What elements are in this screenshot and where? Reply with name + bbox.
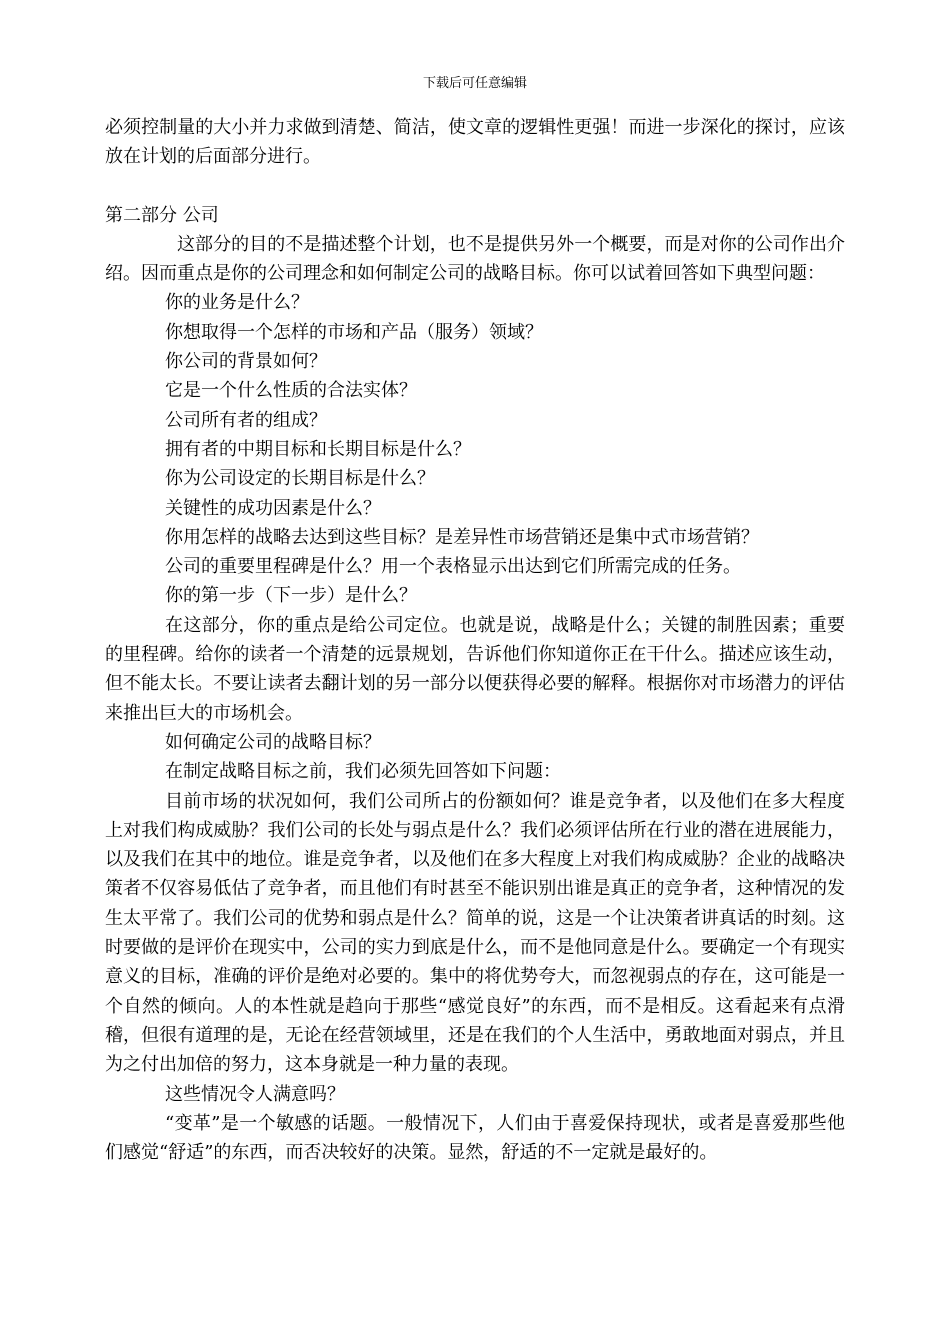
- question-item: 它是一个什么性质的合法实体？: [165, 380, 417, 402]
- document-body: [105, 113, 845, 1167]
- question-list: [105, 288, 845, 610]
- focus-paragraph: 在这部分，你的重点是给公司定位。也就是说，战略是什么；关键的制胜因素；重要的里程碑。给你的读者一个清楚的远景规划，告诉他们你知道你正在干什么。描述应该生动，但不能太长。不要让读者去翻计划的另一部分以便获得必要的解释。根据你对市场潜力的评估来推出巨大的市场机会。: [105, 614, 845, 724]
- section-title: 第二部分 公司: [105, 204, 219, 226]
- question-item: 你用怎样的战略去达到这些目标？是差异性市场营销还是集中式市场营销？: [165, 526, 759, 548]
- howto-heading: 如何确定公司的战略目标？: [165, 731, 381, 753]
- page-header: 下载后可任意编辑: [422, 76, 527, 91]
- question-item: 你为公司设定的长期目标是什么？: [165, 468, 435, 490]
- section-intro-paragraph: 这部分的目的不是描述整个计划，也不是提供另外一个概要，而是对你的公司作出介绍。因而重点是你的公司理念和如何制定公司的战略目标。你可以试着回答如下典型问题：: [105, 233, 845, 285]
- change-paragraph: “变革”是一个敏感的话题。一般情况下，人们由于喜爱保持现状，或者是喜爱那些他们感觉“舒适”的东西，而否决较好的决策。显然，舒适的不一定就是最好的。: [105, 1112, 845, 1164]
- question-item: 公司所有者的组成？: [165, 409, 327, 431]
- question-item: 你的业务是什么？: [165, 292, 309, 314]
- question-item: 你的第一步（下一步）是什么？: [165, 585, 417, 607]
- question-item: 你想取得一个怎样的市场和产品（服务）领域？: [165, 321, 543, 343]
- question-item: 关键性的成功因素是什么？: [165, 497, 381, 519]
- question-item: 拥有者的中期目标和长期目标是什么？: [165, 438, 471, 460]
- question-item: 公司的重要里程碑是什么？用一个表格显示出达到它们所需完成的任务。: [165, 556, 741, 578]
- question-item: 你公司的背景如何？: [165, 351, 327, 373]
- market-paragraph: 目前市场的状况如何，我们公司所占的份额如何？谁是竞争者，以及他们在多大程度上对我们构成威胁？我们公司的长处与弱点是什么？我们必须评估所在行业的潜在进展能力，以及我们在其中的地位。谁是竞争者，以及他们在多大程度上对我们构成威胁？企业的战略决策者不仅容易低估了竞争者，而且他们有时甚至不能识别出谁是真正的竞争者，这种情况的发生太平常了。我们公司的优势和弱点是什么？简单的说，这是一个让决策者讲真话的时刻。这时要做的是评价在现实中，公司的实力到底是什么，而不是他同意是什么。要确定一个有现实意义的目标，准确的评价是绝对必要的。集中的将优势夸大，而忽视弱点的存在，这可能是一个自然的倾向。人的本性就是趋向于那些“感觉良好”的东西，而不是相反。这看起来有点滑稽，但很有道理的是，无论在经营领域里，还是在我们的个人生活中，勇敢地面对弱点，并且为之付出加倍的努力，这本身就是一种力量的表现。: [105, 790, 845, 1076]
- intro-paragraph: 必须控制量的大小并力求做到清楚、简洁，使文章的逻辑性更强！而进一步深化的探讨，应该放在计划的后面部分进行。: [105, 117, 845, 168]
- satisfied-heading: 这些情况令人满意吗？: [165, 1083, 345, 1105]
- howto-intro: 在制定战略目标之前，我们必须先回答如下问题：: [165, 761, 561, 783]
